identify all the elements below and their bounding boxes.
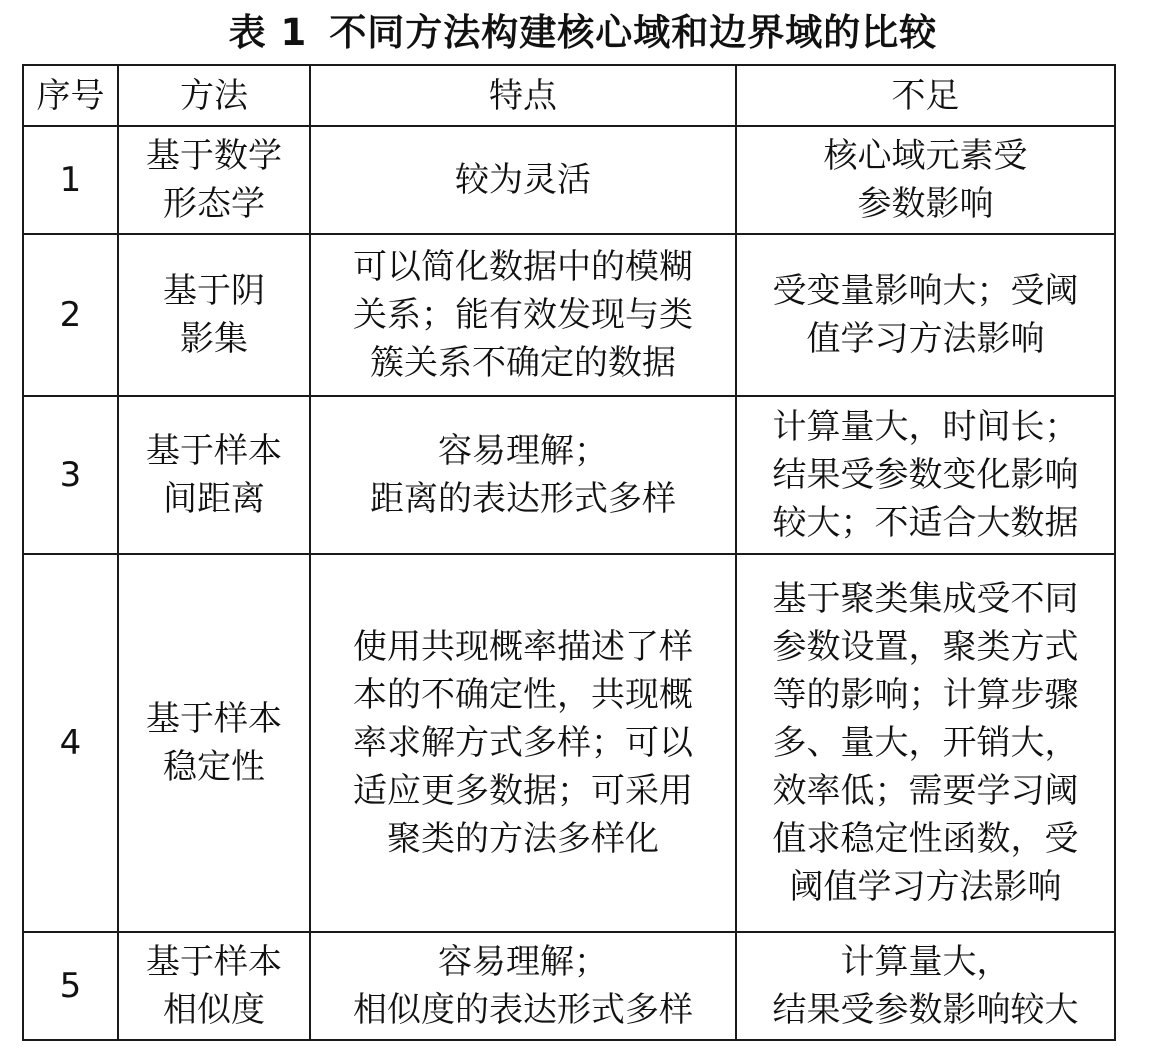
cell-index: [23, 234, 118, 396]
cell-shortcoming: [736, 234, 1115, 396]
cell-method-text: 基于样本 间距离: [146, 431, 282, 519]
cell-feature-text: 较为灵活: [455, 160, 591, 200]
cell-feature: [310, 396, 736, 554]
cell-feature-text: 可以简化数据中的模糊 关系；能有效发现与类 簇关系不确定的数据: [353, 247, 693, 383]
header-cell-method: 方法: [118, 65, 310, 126]
cell-shortcoming-text: 核心域元素受 参数影响: [823, 136, 1028, 224]
cell-feature: [310, 126, 736, 234]
cell-feature-text: 容易理解； 相似度的表达形式多样: [353, 942, 693, 1030]
cell-feature: [310, 554, 736, 932]
cell-shortcoming: [736, 932, 1115, 1040]
cell-index: [23, 126, 118, 234]
table-row: [23, 932, 1115, 1040]
cell-shortcoming: [736, 554, 1115, 932]
cell-method: [118, 554, 310, 932]
cell-index-text: 4: [59, 723, 82, 763]
table-title: [0, 8, 1166, 58]
cell-shortcoming-text: 计算量大，时间长； 结果受参数变化影响 较大；不适合大数据: [772, 407, 1079, 543]
cell-feature-text: 容易理解； 距离的表达形式多样: [370, 431, 676, 519]
table-number: 表 1: [228, 11, 308, 54]
cell-index-text: 3: [59, 455, 82, 495]
cell-method: [118, 932, 310, 1040]
cell-index: [23, 554, 118, 932]
cell-method: [118, 234, 310, 396]
cell-index-text: 2: [59, 295, 82, 335]
cell-method: [118, 396, 310, 554]
header-cell-index: 序号: [23, 65, 118, 126]
table-header-row: [23, 65, 1115, 126]
cell-method-text: 基于数学 形态学: [146, 136, 282, 224]
cell-index: [23, 396, 118, 554]
table-row: [23, 126, 1115, 234]
cell-shortcoming-text: 计算量大， 结果受参数影响较大: [772, 942, 1079, 1030]
cell-index-text: 5: [59, 966, 82, 1006]
cell-shortcoming-text: 基于聚类集成受不同 参数设置，聚类方式 等的影响；计算步骤 多、量大，开销大， 效率低；需要学习阈 值求稳定性函数，受 阈值学习方法影响: [772, 579, 1079, 907]
cell-method-text: 基于样本 稳定性: [146, 699, 282, 787]
cell-method: [118, 126, 310, 234]
header-cell-shortcoming: 不足: [736, 65, 1115, 126]
table-caption: 不同方法构建核心域和边界域的比较: [329, 11, 938, 54]
cell-shortcoming-text: 受变量影响大；受阈 值学习方法影响: [772, 271, 1079, 359]
table-row: [23, 554, 1115, 932]
cell-shortcoming: [736, 126, 1115, 234]
cell-feature: [310, 234, 736, 396]
cell-index-text: 1: [59, 160, 82, 200]
cell-method-text: 基于阴 影集: [163, 271, 265, 359]
cell-method-text: 基于样本 相似度: [146, 942, 282, 1030]
table-row: [23, 396, 1115, 554]
cell-shortcoming: [736, 396, 1115, 554]
table-row: [23, 234, 1115, 396]
comparison-table: [22, 64, 1116, 1041]
header-cell-feature: 特点: [310, 65, 736, 126]
cell-index: [23, 932, 118, 1040]
cell-feature-text: 使用共现概率描述了样 本的不确定性，共现概 率求解方式多样；可以 适应更多数据；可采用 聚类的方法多样化: [353, 627, 693, 859]
cell-feature: [310, 932, 736, 1040]
